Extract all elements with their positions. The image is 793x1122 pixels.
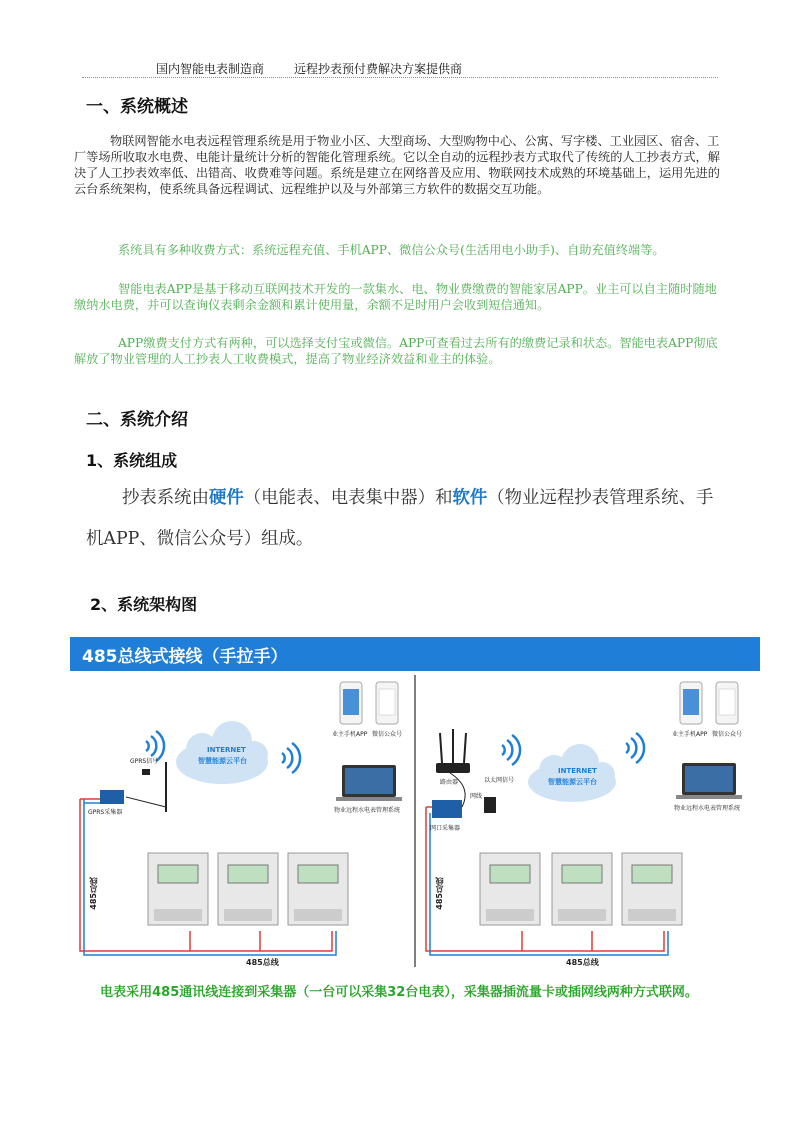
pc-system-label-right: 物业远程水电表管理系统 [674,805,741,812]
gprs-signal-label: GPRS信号 [130,758,159,765]
router-icon [436,763,470,773]
architecture-diagram [70,637,760,971]
system-composition-heading: 1、系统组成 [86,451,178,470]
bus-label-vertical-left: 485总线 [89,877,98,910]
eth-collector-label: 网口采集器 [430,825,461,832]
section2-title: 二、系统介绍 [86,410,188,430]
router-label: 路由器 [440,779,459,786]
bus-label-horizontal-right: 485总线 [566,958,599,967]
wechat-label-right: 微信公众号 [712,731,743,738]
meter-icon [622,853,682,925]
netline-label: 网线 [470,793,483,800]
diagram-drawing [70,637,760,971]
diagram-caption: 电表采用485通讯线连接到采集器（一台可以采集32台电表），采集器插流量卡或插网线两种方式联网。 [100,985,698,1000]
power-adapter-icon [484,797,496,813]
eth-collector-icon [432,800,462,818]
phone-app-label-right: 业主手机APP [672,731,708,738]
gprs-collector-label: GPRS采集器 [88,809,123,816]
section1-title: 一、系统概述 [86,97,188,117]
meter-icon [480,853,540,925]
cloud-title-left: INTERNET [207,746,246,754]
phone-app-label-left: 业主手机APP [332,731,368,738]
section1-app-description: 智能电表APP是基于移动互联网技术开发的一款集水、电、物业费缴费的智能家居APP。业主可以自主随时随地缴纳水电费，并可以查询仪表剩余金额和累计使用量，余额不足时用户会收到短信通知。 [74,282,717,312]
gprs-collector-icon [100,790,124,804]
section1-app-payment: APP缴费支付方式有两种，可以选择支付宝或微信。APP可查看过去所有的缴费记录和状态。智能电表APP彻底解放了物业管理的人工抄表人工收费模式，提高了物业经济效益和业主的体验。 [74,336,718,366]
system-composition-text: 抄表系统由硬件（电能表、电表集中器）和软件（物业远程抄表管理系统、手机APP、微信公众号）组成。 [86,488,714,549]
section1-intro: 物联网智能水电表远程管理系统是用于物业小区、大型商场、大型购物中心、公寓、写字楼、工业园区、宿舍、工厂等场所收取水电费、电能计量统计分析的智能化管理系统。它以全自动的远程抄表方式取代了传统的人工抄表方式，解决了人工抄表效率低、出错高、收费难等问题。系统是建立在网络普及应用、物联网技术成熟的环境基础上，运用先进的云台系统架构，使系统具备远程调试、远程维护以及与外部第三方软件的数据交互功能。 [74,134,720,196]
cloud-subtitle-right: 智慧能源云平台 [548,778,597,786]
bus-label-vertical-right: 485总线 [435,877,444,910]
bus-label-horizontal-left: 485总线 [246,958,279,967]
header-divider [82,77,718,78]
eth-signal-label: 以太网信号 [484,777,515,784]
cloud-title-right: INTERNET [558,767,597,775]
header-right: 远程抄表预付费解决方案提供商 [294,62,463,76]
architecture-heading: 2、系统架构图 [90,595,198,614]
software-highlight: 软件 [452,488,488,508]
pc-system-label-left: 物业远程水电表管理系统 [334,807,401,814]
wechat-label-left: 微信公众号 [372,731,403,738]
section1-payment-methods: 系统具有多种收费方式：系统远程充值、手机APP、微信公众号(生活用电小助手)、自助充值终端等。 [118,243,665,257]
hardware-highlight: 硬件 [208,488,244,508]
meter-icon [288,853,348,925]
cloud-subtitle-left: 智慧能源云平台 [198,757,247,765]
meter-icon [218,853,278,925]
header-left: 国内智能电表制造商 [156,62,265,76]
meter-icon [552,853,612,925]
diagram-title: 485总线式接线（手拉手） [82,647,288,667]
meter-icon [148,853,208,925]
